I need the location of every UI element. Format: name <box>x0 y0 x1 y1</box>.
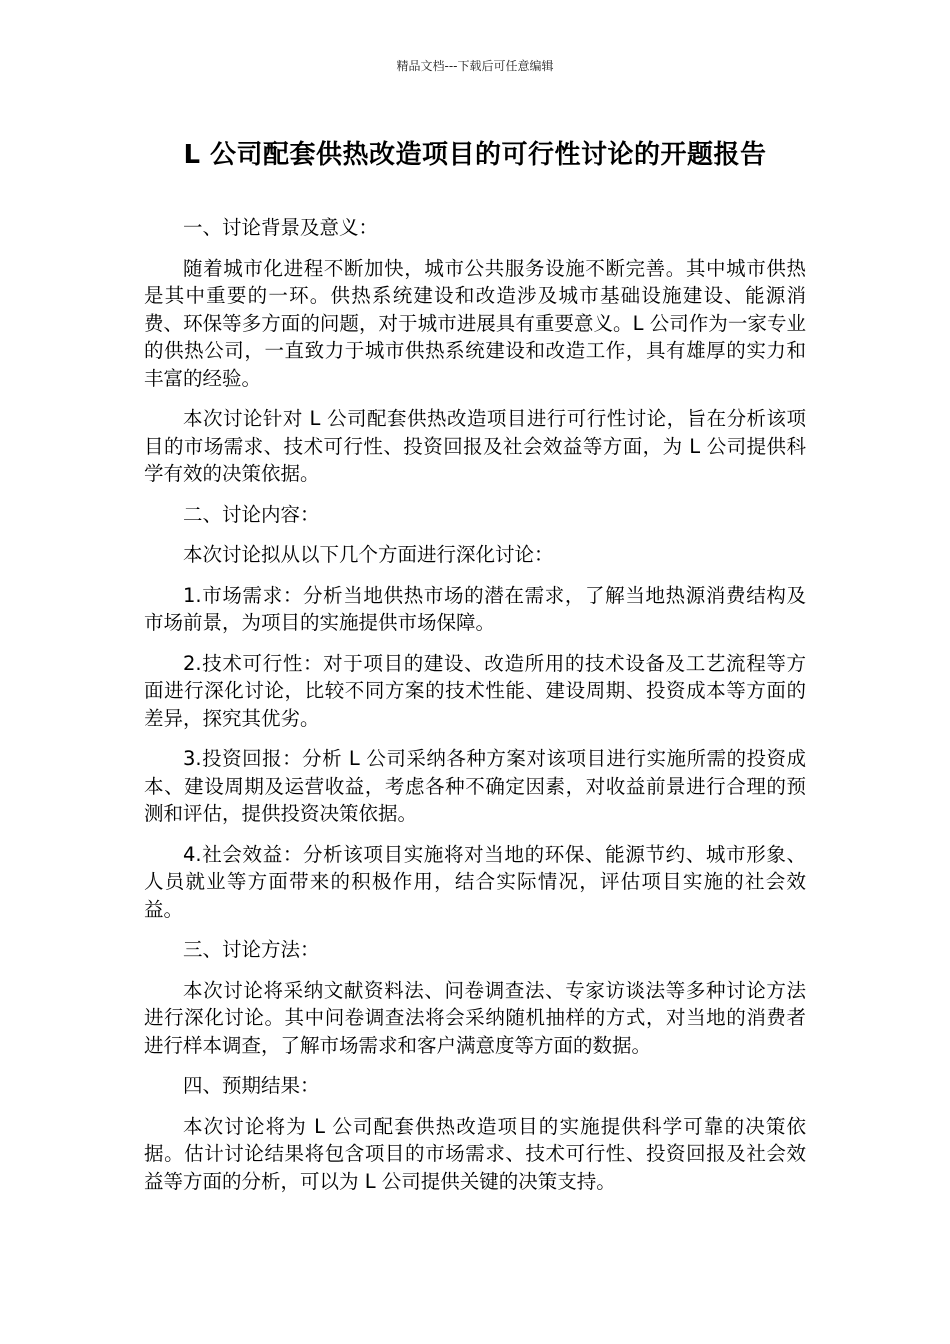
list-item-investment-return: 3.投资回报：分析 L 公司采纳各种方案对该项目进行实施所需的投资成本、建设周期及运营收益，考虑各种不确定因素，对收益前景进行合理的预测和评估，提供投资决策依据。 <box>144 747 806 825</box>
document-body <box>144 214 806 1208</box>
body-paragraph: 本次讨论针对 L 公司配套供热改造项目进行可行性讨论，旨在分析该项目的市场需求、技术可行性、投资回报及社会效益等方面，为 L 公司提供科学有效的决策依据。 <box>144 407 806 485</box>
list-item-social-benefit: 4.社会效益：分析该项目实施将对当地的环保、能源节约、城市形象、人员就业等方面带来的积极作用，结合实际情况，评估项目实施的社会效益。 <box>144 842 806 921</box>
document-title: L 公司配套供热改造项目的可行性讨论的开题报告 <box>183 140 767 170</box>
body-paragraph: 本次讨论将为 L 公司配套供热改造项目的实施提供科学可靠的决策依据。估计讨论结果将包含项目的市场需求、技术可行性、投资回报及社会效益等方面的分析，可以为 L 公司提供关键的决策支持。 <box>144 1114 806 1193</box>
list-item-market-demand: 1.市场需求：分析当地供热市场的潜在需求，了解当地热源消费结构及市场前景，为项目的实施提供市场保障。 <box>144 583 806 634</box>
section-heading-content: 二、讨论内容： <box>183 502 320 526</box>
page-header: 精品文档---下载后可任意编辑 <box>396 59 554 73</box>
body-paragraph: 本次讨论拟从以下几个方面进行深化讨论： <box>183 543 554 566</box>
body-paragraph: 随着城市化进程不断加快，城市公共服务设施不断完善。其中城市供热是其中重要的一环。供热系统建设和改造涉及城市基础设施建设、能源消费、环保等多方面的问题，对于城市进展具有重要意义。L 公司作为一家专业的供热公司，一直致力于城市供热系统建设和改造工作，具有雄厚的实力和丰富的经验。 <box>144 256 806 390</box>
list-item-technical-feasibility: 2.技术可行性：对于项目的建设、改造所用的技术设备及工艺流程等方面进行深化讨论，比较不同方案的技术性能、建设周期、投资成本等方面的差异，探究其优劣。 <box>144 651 806 730</box>
body-paragraph: 本次讨论将采纳文献资料法、问卷调查法、专家访谈法等多种讨论方法进行深化讨论。其中问卷调查法将会采纳随机抽样的方式，对当地的消费者进行样本调查，了解市场需求和客户满意度等方面的数据。 <box>144 978 806 1057</box>
section-heading-method: 三、讨论方法： <box>183 938 320 961</box>
section-heading-background: 一、讨论背景及意义： <box>183 216 379 239</box>
section-heading-expected-results: 四、预期结果： <box>183 1074 320 1097</box>
